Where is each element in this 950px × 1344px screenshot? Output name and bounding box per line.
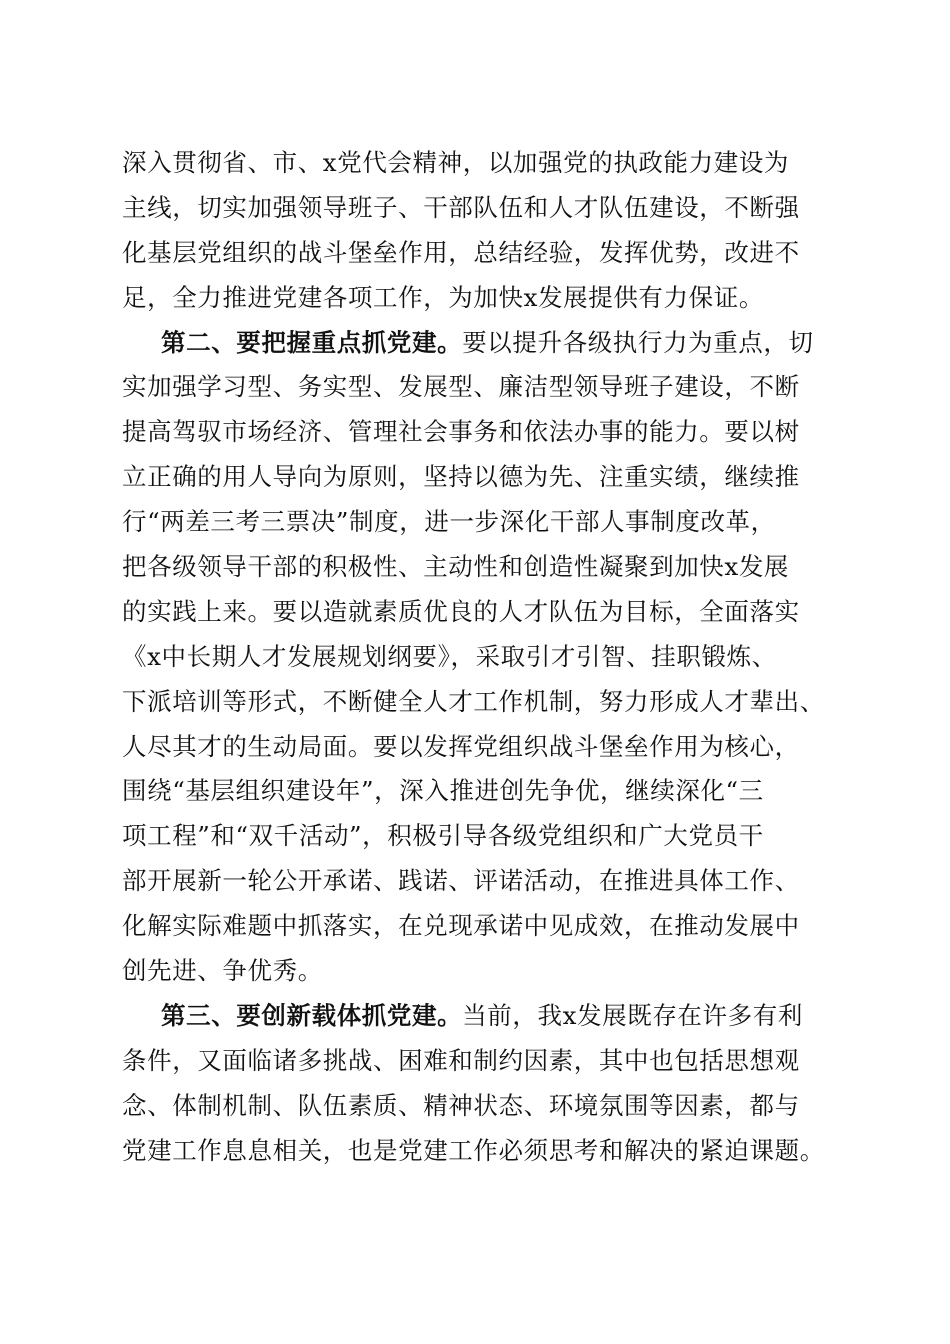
paragraph-3 bbox=[122, 994, 852, 1174]
text-line: 提高驾驭市场经济、管理社会事务和依法办事的能力。要以树 bbox=[122, 417, 800, 447]
text-line: 创先进、争优秀。 bbox=[122, 956, 323, 986]
text-line: 条件，又面临诸多挑战、困难和制约因素，其中也包括思想观 bbox=[122, 1045, 800, 1075]
paragraph-2 bbox=[122, 321, 852, 994]
paragraph-first-line bbox=[122, 321, 852, 366]
text-line: 足，全力推进党建各项工作，为加快x发展提供有力保证。 bbox=[122, 282, 764, 312]
text-line: 围绕“基层组织建设年”，深入推进创先争优，继续深化“三 bbox=[122, 776, 764, 806]
text-line: 的实践上来。要以造就素质优良的人才队伍为目标，全面落实 bbox=[122, 596, 800, 626]
paragraph-1 bbox=[122, 141, 852, 321]
text-line: 党建工作息息相关，也是党建工作必须思考和解决的紧迫课题。 bbox=[122, 1135, 825, 1165]
text-line: 主线，切实加强领导班子、干部队伍和人才队伍建设，不断强 bbox=[122, 192, 800, 222]
text-line: 化基层党组织的战斗堡垒作用，总结经验，发挥优势，改进不 bbox=[122, 237, 800, 267]
body-text bbox=[122, 141, 852, 1173]
text-run: 要以提升各级执行力为重点，切 bbox=[462, 327, 814, 357]
paragraph-first-line bbox=[122, 994, 852, 1039]
paragraph-heading: 第二、要把握重点抓党建。 bbox=[161, 327, 463, 357]
paragraph-heading: 第三、要创新载体抓党建。 bbox=[161, 1000, 463, 1030]
text-line: 下派培训等形式，不断健全人才工作机制，努力形成人才辈出、 bbox=[122, 686, 825, 716]
text-line: 《x中长期人才发展规划纲要》，采取引才引智、挂职锻炼、 bbox=[122, 641, 777, 671]
text-line: 行“两差三考三票决”制度，进一步深化干部人事制度改革， bbox=[122, 507, 776, 537]
text-line: 化解实际难题中抓落实，在兑现承诺中见成效，在推动发展中 bbox=[122, 911, 800, 941]
text-line: 念、体制机制、队伍素质、精神状态、环境氛围等因素，都与 bbox=[122, 1090, 800, 1120]
text-line: 项工程”和“双千活动”，积极引导各级党组织和广大党员干 bbox=[122, 821, 764, 851]
text-line: 实加强学习型、务实型、发展型、廉洁型领导班子建设，不断 bbox=[122, 372, 800, 402]
text-line: 立正确的用人导向为原则，坚持以德为先、注重实绩，继续推 bbox=[122, 462, 800, 492]
text-line: 人尽其才的生动局面。要以发挥党组织战斗堡垒作用为核心， bbox=[122, 731, 800, 761]
text-line: 深入贯彻省、市、x党代会精神，以加强党的执政能力建设为 bbox=[122, 148, 790, 177]
text-line: 部开展新一轮公开承诺、践诺、评诺活动，在推进具体工作、 bbox=[122, 866, 800, 896]
text-line: 把各级领导干部的积极性、主动性和创造性凝聚到加快x发展 bbox=[122, 552, 790, 582]
text-run: 当前，我x发展既存在许多有利 bbox=[462, 1000, 803, 1030]
